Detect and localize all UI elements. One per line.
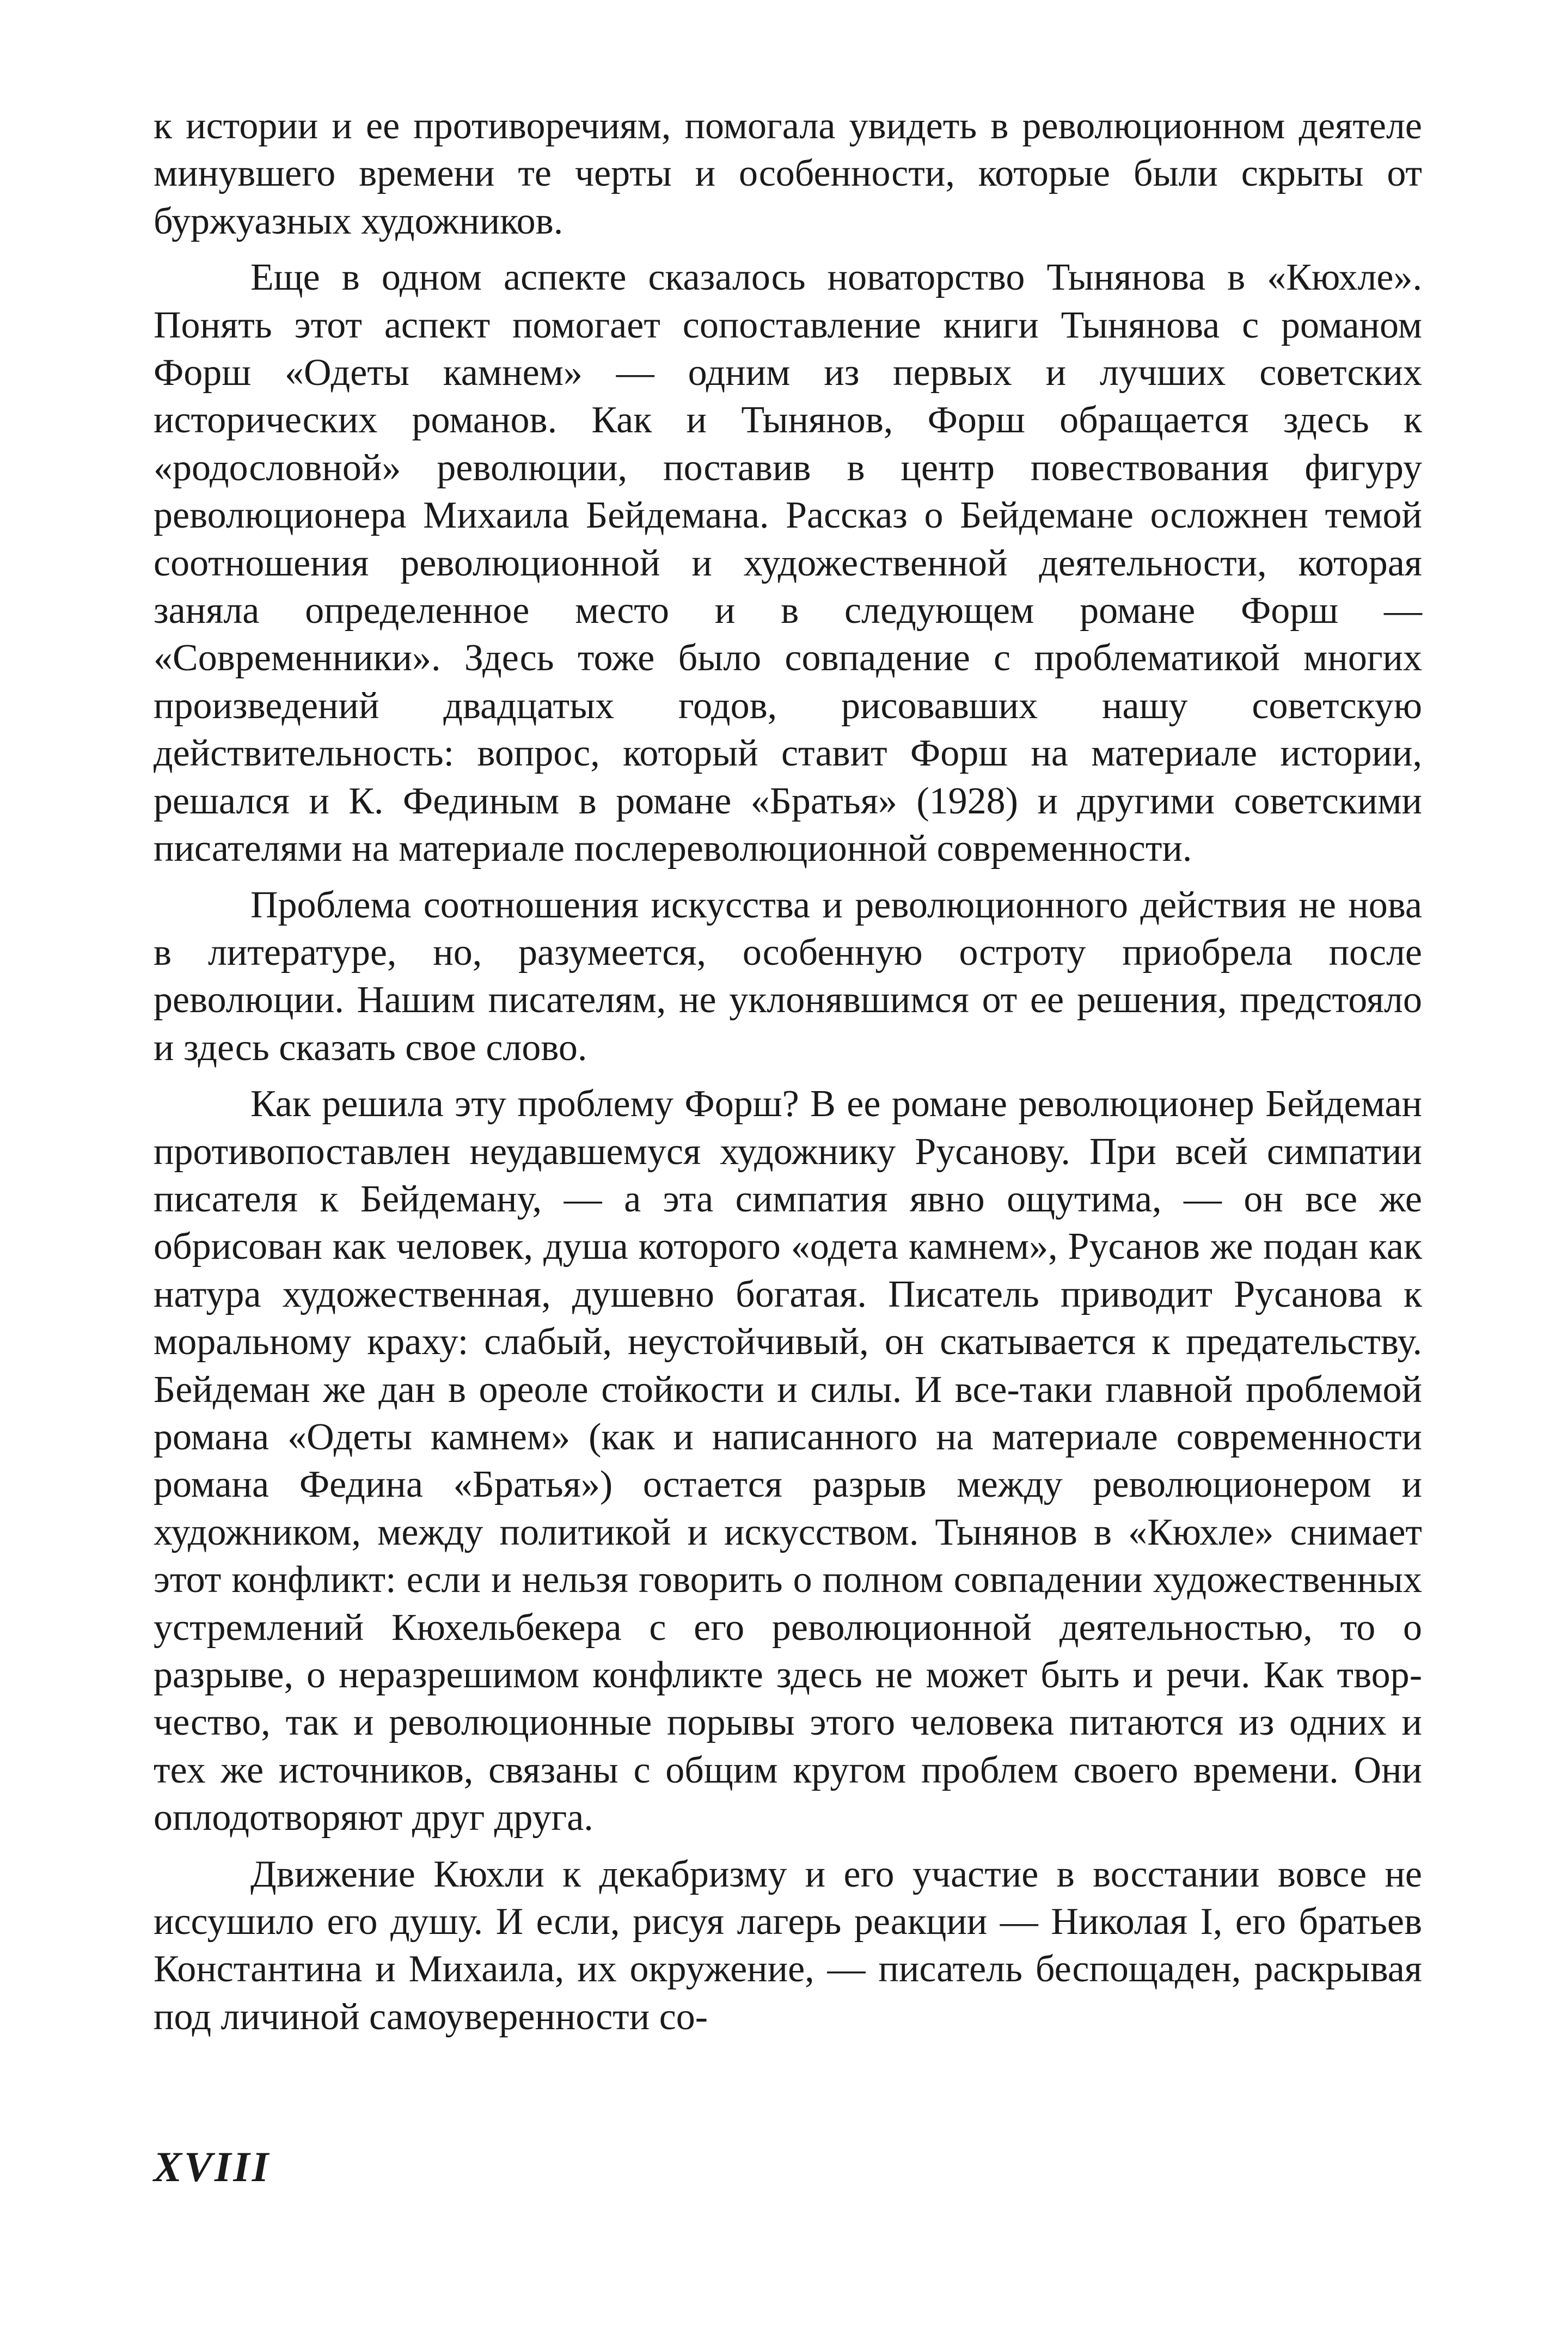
paragraph-1: к истории и ее противоречиям, помогала увидеть в революционном деятеле минувшего времени те черты и особенности, которые были скрыты от буржуазных художников. (154, 105, 1422, 242)
paragraph-2: Еще в одном аспекте сказалось новаторство Тынянова в «Кюхле». Понять этот аспект помогает сопоставление книги Тынянова с романом Форш «Одеты камнем» — одним из первых и лучших советских исторических романов. Как и Тынянов, Форш обращается здесь к «родословной» революции, поставив в центр повествования фигуру революционера Михаила Бейдемана. Рассказ о Бейдемане осложнен темой соотношения революционной и художественной деятельности, которая заняла определенное место и в следующем романе Форш — «Современники». Здесь тоже было совпадение с проблематикой многих произведений двадцатых годов, рисовавших нашу советскую действительность: вопрос, который ставит Форш на материале истории, решался и К. Фединым в романе «Братья» (1928) и другими советскими писателями на материале послереволюционной современности. (154, 256, 1422, 870)
paragraph-3: Проблема соотношения искусства и революционного действия не нова в литературе, но, разумеется, особенную остроту приобрела после революции. Нашим писателям, не уклонявшимся от ее решения, предстояло и здесь сказать свое слово. (154, 884, 1422, 1069)
body-text (154, 102, 1422, 2049)
paragraph-5: Движение Кюхли к декабризму и его участие в восстании вовсе не иссушило его душу. И если, рисуя лагерь реакции — Николая I, его братьев Константина и Михаила, их окружение, — писатель беспощаден, раскрывая под личиной самоуверенности со- (154, 1853, 1422, 2038)
page-number: XVIII (154, 2143, 271, 2190)
paragraph-4: Как решила эту проблему Форш? В ее романе революционер Бейдеман противопоставлен неудавшемуся художнику Русанову. При всей симпатии писателя к Бейдеману, — а эта симпатия явно ощутима, — он все же обрисован как человек, душа которого «одета камнем», Русанов же подан как натура художественная, душевно богатая. Писатель приводит Русанова к моральному краху: слабый, неустойчивый, он скатывается к предательству. Бейдеман же дан в ореоле стойкости и силы. И все-таки главной проблемой романа «Одеты камнем» (как и написанного на материале современности романа Федина «Братья») остается разрыв между революционером и художником, между политикой и искусством. Тынянов в «Кюхле» снимает этот конфликт: если и нельзя говорить о полном совпадении художественных устремлений Кюхельбекера с его революционной деятельностью, то о разрыве, о неразрешимом конфликте здесь не может быть и речи. Как творчество, так и революционные порывы этого человека питаются из одних и тех же источников, связаны с общим кругом проблем своего времени. Они оплодотворяют друг друга. (154, 1083, 1422, 1839)
